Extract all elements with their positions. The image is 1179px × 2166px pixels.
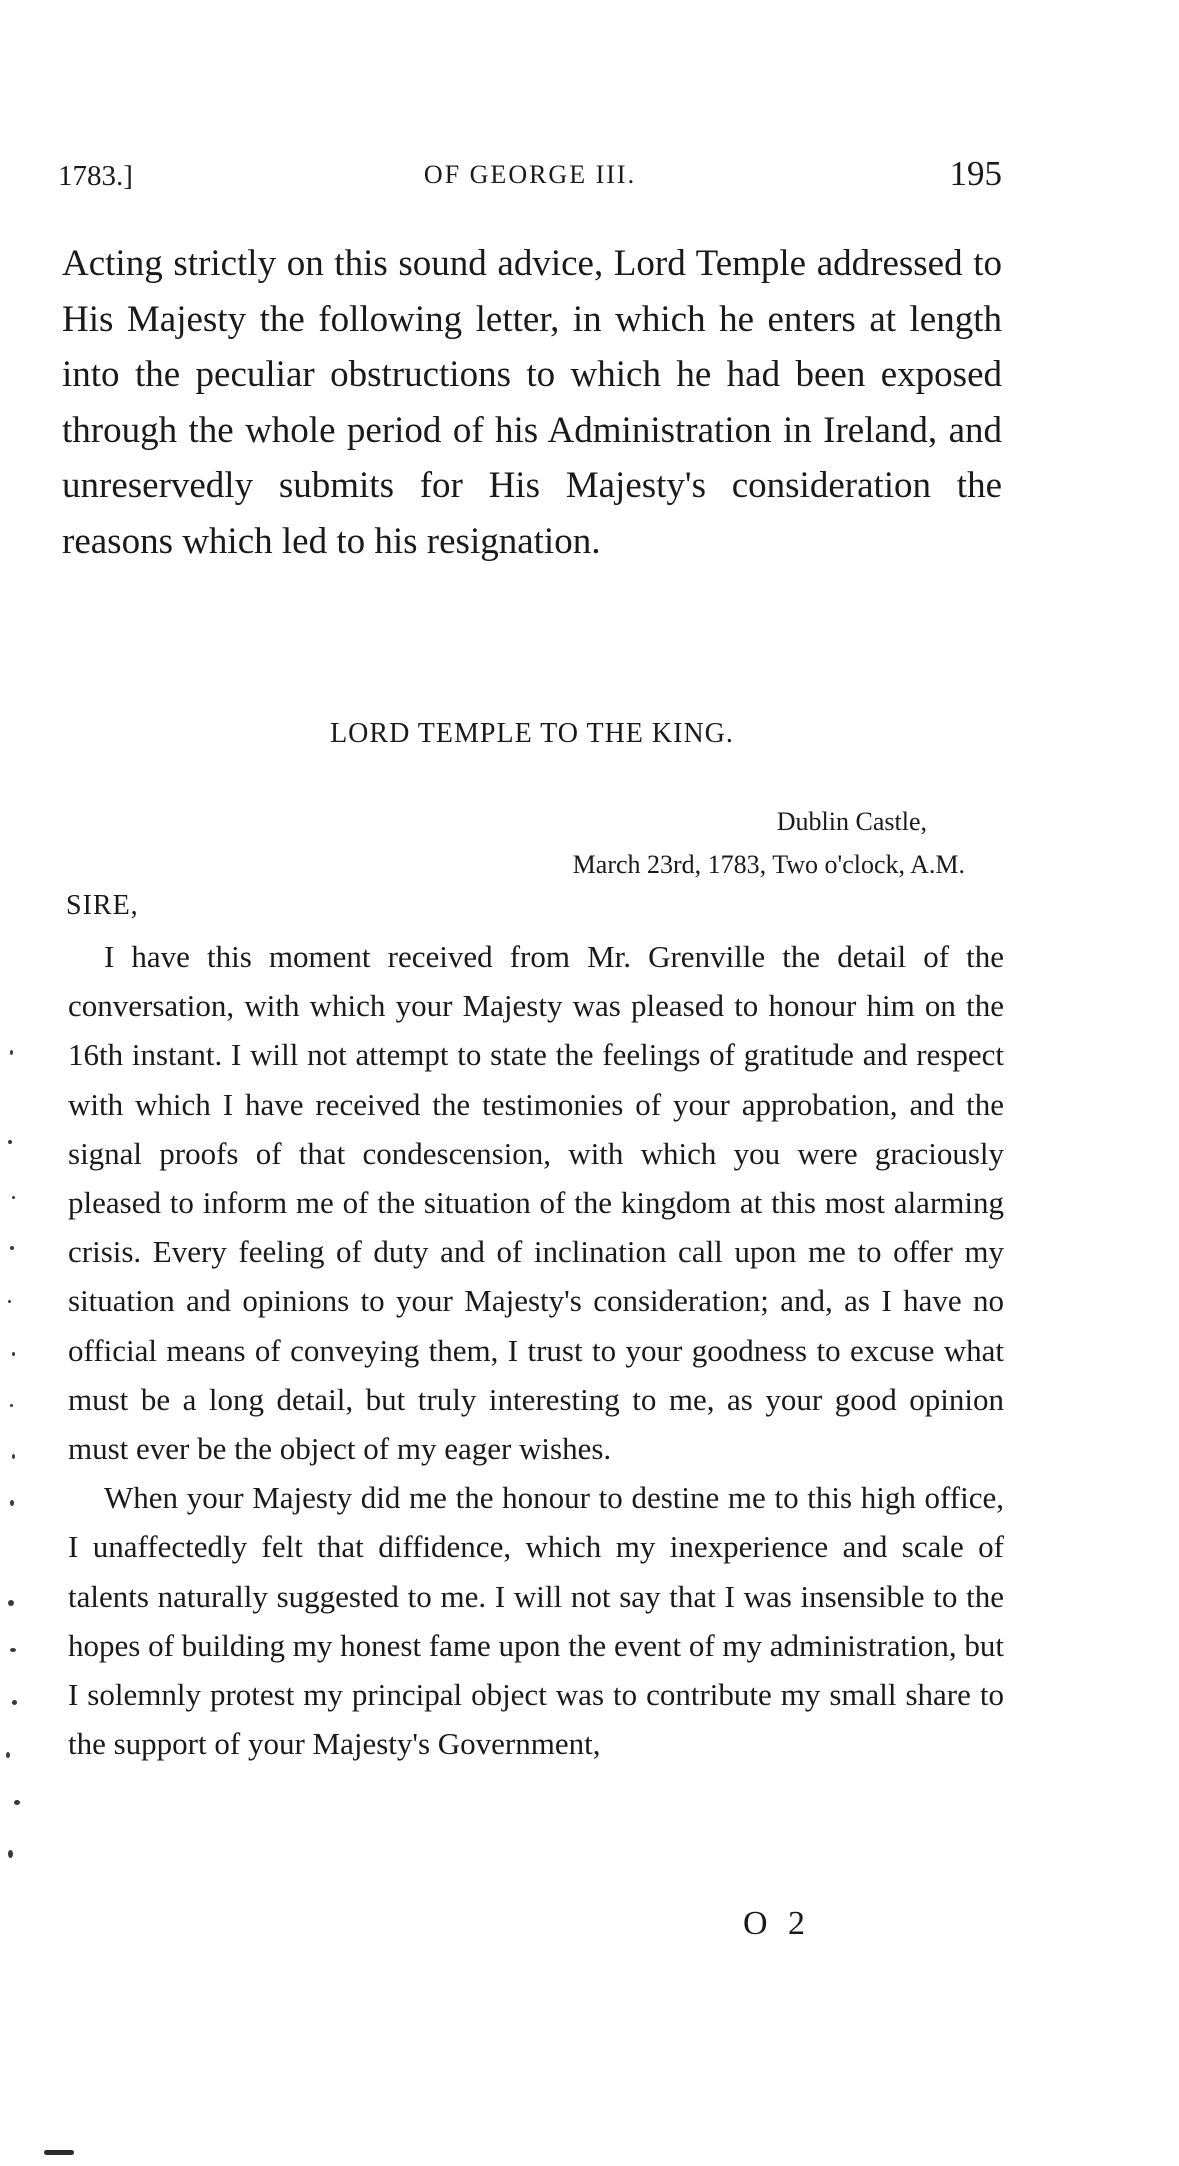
letter-salutation: SIRE, <box>66 890 139 921</box>
letter-heading: LORD TEMPLE TO THE KING. <box>330 718 734 749</box>
speck-mark <box>12 1196 15 1199</box>
signature-mark: O 2 <box>743 1905 812 1942</box>
letter-paragraph: When your Majesty did me the honour to destine me to this high office, I unaffectedly felt that diffidence, which my inexperience and scale of talents naturally suggested to me. I will not say that I was insensible to the hopes of building my honest fame upon the event of my administration, but I solemnly protest my principal object was to contribute my small share to the support of your Majesty's Government, <box>68 1480 1004 1762</box>
header-year: 1783.] <box>58 160 133 192</box>
speck-mark <box>8 1300 11 1303</box>
speck-mark <box>12 1700 17 1705</box>
speck-mark <box>8 1600 14 1606</box>
letter-place: Dublin Castle, <box>776 807 927 836</box>
page-number: 195 <box>949 154 1002 193</box>
letter-body <box>68 932 1004 1768</box>
letter-paragraph: I have this moment received from Mr. Grenville the detail of the conversation, with which your Majesty was pleased to honour him on the 16th instant. I will not attempt to state the feelings of gratitude and respect with which I have received the testimonies of your approbation, and the signal proofs of that condescension, with which you were graciously pleased to inform me of the situation of the kingdom at this most alarming crisis. Every feeling of duty and of inclination call upon me to offer my situation and opinions to your Majesty's consideration; and, as I have no official means of conveying them, I trust to your goodness to excuse what must be a long detail, but truly interesting to me, as your good opinion must ever be the object of my eager wishes. <box>68 939 1004 1467</box>
speck-mark <box>12 1454 15 1459</box>
corner-mark <box>44 2150 74 2155</box>
speck-mark <box>10 1404 13 1407</box>
speck-mark <box>10 1648 16 1652</box>
speck-mark <box>8 1140 12 1144</box>
letter-dateline <box>573 800 965 886</box>
running-header <box>58 154 1002 206</box>
intro-paragraph: Acting strictly on this sound advice, Lord Temple addressed to His Majesty the following letter, in which he enters at length into the peculiar obstructions to which he had been exposed through the whole period of his Administration in Ireland, and unreservedly submits for His Majesty's consideration the reasons which led to his resignation. <box>62 243 1002 562</box>
speck-mark <box>10 1246 14 1250</box>
letter-date: March 23rd, 1783, Two o'clock, A.M. <box>572 850 965 879</box>
speck-mark <box>6 1752 10 1758</box>
speck-mark <box>12 1352 15 1356</box>
speck-mark <box>10 1050 13 1055</box>
header-running-title: OF GEORGE III. <box>423 160 637 189</box>
margin-specks <box>0 1000 50 1900</box>
speck-mark <box>10 1500 14 1506</box>
speck-mark <box>14 1800 20 1805</box>
speck-mark <box>8 1850 13 1858</box>
